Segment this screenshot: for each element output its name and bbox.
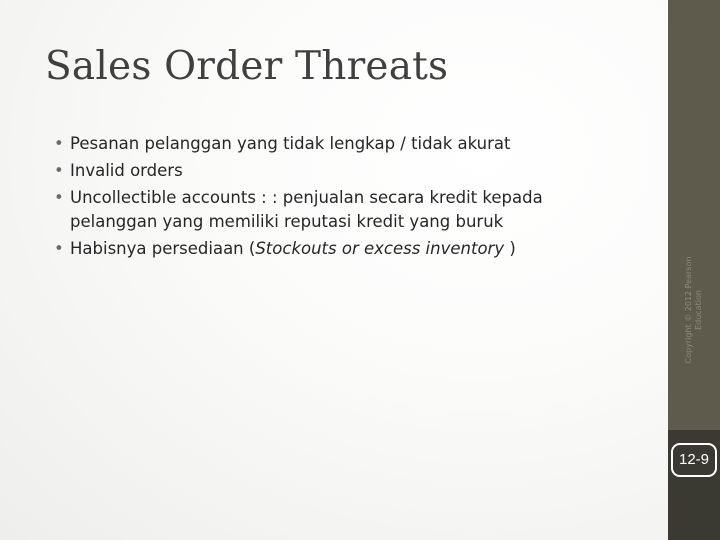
bullet-text: Invalid orders: [70, 161, 183, 180]
bullet-item: [50, 186, 630, 234]
bullet-text-emphasis: Stockouts or excess inventory: [255, 239, 505, 258]
bullet-item: [50, 159, 630, 183]
copyright-line: Copyright © 2012 Pearson: [684, 256, 693, 364]
bullet-item: [50, 237, 630, 261]
copyright-notice: [684, 220, 704, 400]
bullet-text-suffix: ): [504, 239, 516, 258]
copyright-line: Education: [694, 290, 703, 330]
bullet-text: Uncollectible accounts : : penjualan secara kredit kepada pelanggan yang memiliki reputasi kredit yang buruk: [70, 188, 543, 231]
bullet-list: [50, 132, 630, 264]
bullet-item: [50, 132, 630, 156]
bullet-text: Pesanan pelanggan yang tidak lengkap / tidak akurat: [70, 134, 511, 153]
bullet-text-prefix: Habisnya persediaan (: [70, 239, 256, 258]
page-number-badge: 12-9: [671, 443, 717, 477]
slide-title: Sales Order Threats: [45, 44, 449, 89]
